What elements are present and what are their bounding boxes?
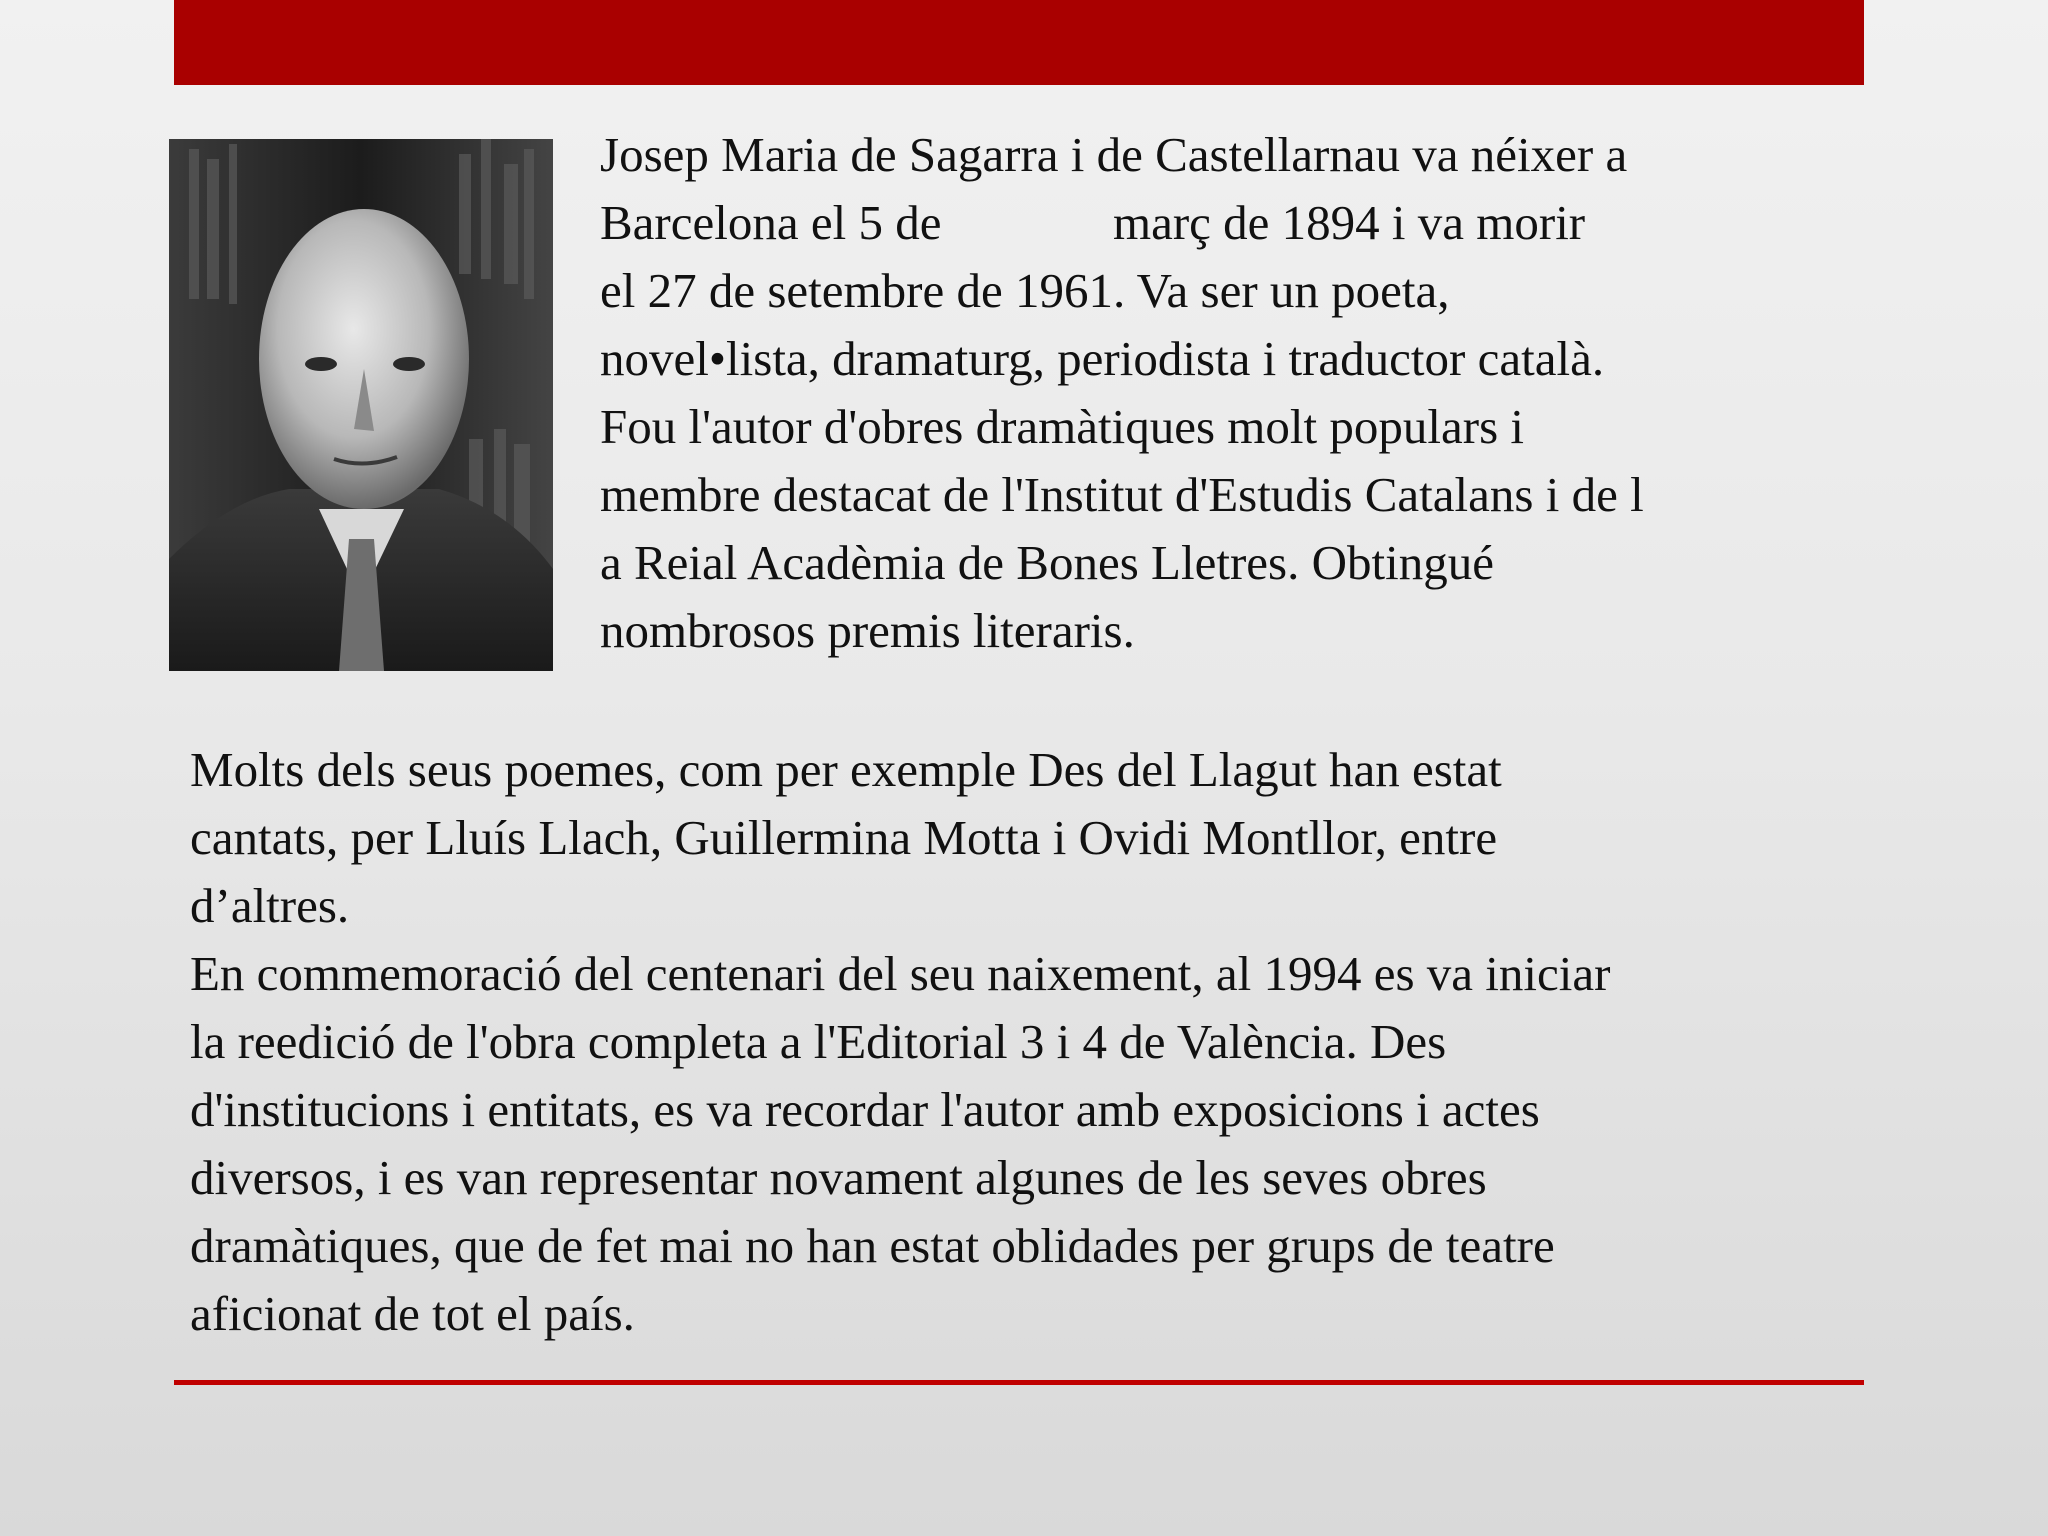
body-line: diversos, i es van representar novament algunes de les seves obres	[190, 1150, 1487, 1205]
bio-line: novel•lista, dramaturg, periodista i traductor català.	[600, 331, 1605, 386]
bio-line: membre destacat de l'Institut d'Estudis Catalans i de l	[600, 467, 1644, 522]
portrait-image	[169, 139, 553, 671]
body-line: d’altres.	[190, 878, 350, 933]
body-line: En commemoració del centenari del seu naixement, al 1994 es va iniciar	[190, 946, 1611, 1001]
body-line: la reedició de l'obra completa a l'Editorial 3 i 4 de València. Des	[190, 1014, 1447, 1069]
body-line: cantats, per Lluís Llach, Guillermina Motta i Ovidi Montllor, entre	[190, 810, 1498, 865]
bottom-divider	[174, 1380, 1864, 1385]
bio-line: Barcelona el 5 de març de 1894 i va morir	[600, 195, 1586, 250]
bio-line: a Reial Acadèmia de Bones Lletres. Obtingué	[600, 535, 1494, 590]
top-accent-bar	[174, 0, 1864, 85]
bio-line: nombrosos premis literaris.	[600, 603, 1135, 658]
bio-line: Fou l'autor d'obres dramàtiques molt populars i	[600, 399, 1525, 454]
legacy-paragraph	[190, 736, 1870, 1348]
body-line: aficionat de tot el país.	[190, 1286, 635, 1341]
bio-line: Josep Maria de Sagarra i de Castellarnau va néixer a	[600, 127, 1628, 182]
biography-paragraph	[600, 121, 1840, 665]
body-line: dramàtiques, que de fet mai no han estat oblidades per grups de teatre	[190, 1218, 1555, 1273]
bio-line: el 27 de setembre de 1961. Va ser un poeta,	[600, 263, 1450, 318]
portrait-photo	[169, 139, 553, 671]
body-line: Molts dels seus poemes, com per exemple Des del Llagut han estat	[190, 742, 1502, 797]
body-line: d'institucions i entitats, es va recordar l'autor amb exposicions i actes	[190, 1082, 1540, 1137]
